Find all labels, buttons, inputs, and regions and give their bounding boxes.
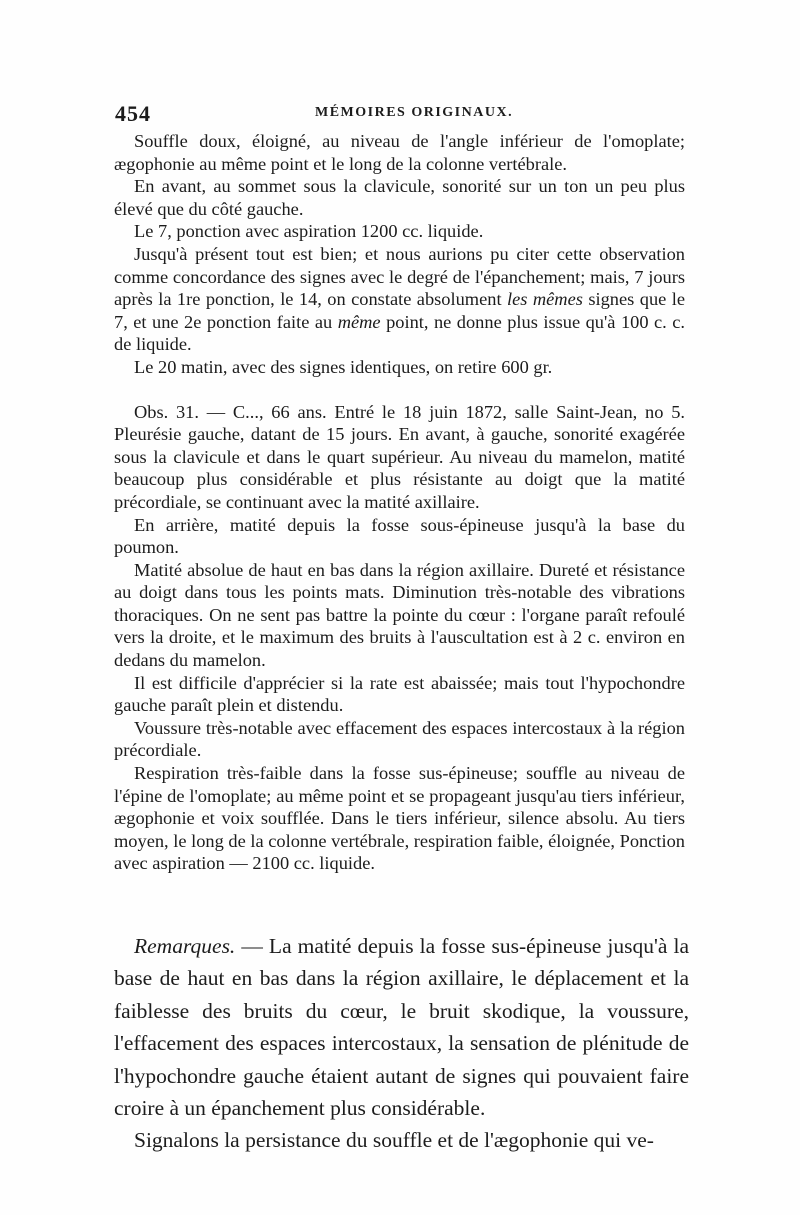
observation-heading: Obs. 31. — C..., 66 ans. Entré le 18 juin 1872, salle Saint-Jean, no 5. Pleurésie gauche, datant de 15 jours. En avant, à gauche, sonorité exagérée sous la clavicule et dans le quart supérieur. Au niveau du mamelon, matité beaucoup plus considérable et plus résistante au doigt que la matité précordiale, se continuant avec la matité axillaire. [114, 401, 685, 512]
remarks-paragraph [114, 930, 689, 1124]
emphasis: même [337, 311, 381, 332]
paragraph: Il est difficile d'apprécier si la rate est abaissée; mais tout l'hypochondre gauche paraît plein et distendu. [114, 672, 685, 716]
remarks-paragraph: Signalons la persistance du souffle et de l'ægophonie qui ve- [134, 1128, 654, 1153]
paragraph: Souffle doux, éloigné, au niveau de l'angle inférieur de l'omoplate; ægophonie au même point et le long de la colonne vertébrale. [114, 131, 685, 174]
body-text [114, 130, 685, 875]
paragraph: En avant, au sommet sous la clavicule, sonorité sur un ton un peu plus élevé que du côté gauche. [114, 176, 685, 219]
emphasis: les mêmes [507, 289, 583, 310]
remarks-lead: Remarques. [134, 934, 236, 958]
remarks-section [114, 930, 689, 1157]
paragraph: En arrière, matité depuis la fosse sous-épineuse jusqu'à la base du poumon. [114, 514, 685, 558]
paragraph: Respiration très-faible dans la fosse sus-épineuse; souffle au niveau de l'épine de l'omoplate; au même point et se propageant jusqu'au tiers inférieur, ægophonie et voix soufflée. Dans le tiers inférieur, silence absolu. Au tiers moyen, le long de la colonne vertébrale, respiration faible, éloignée, Ponction avec aspiration — 2100 cc. liquide. [114, 763, 685, 874]
paragraph: Le 7, ponction avec aspiration 1200 cc. liquide. [134, 221, 484, 242]
paragraph-text: point, ne donne plus issue qu'à 100 c. c. de liquide. [114, 311, 685, 355]
remarks-text: — La matité depuis la fosse sus-épineuse jusqu'à la base de haut en bas dans la région axillaire, le déplacement et la faiblesse des bruits du cœur, le bruit skodique, la voussure, l'effacement des espaces intercostaux, la sensation de plénitude de l'hypochondre gauche étaient autant de signes qui pouvaient faire croire à un épanchement plus considérable. [114, 934, 689, 1121]
paragraph-text: Jusqu'à présent tout est bien; et nous aurions pu citer cette observation comme concordance des signes avec le degré de l'épanchement; mais, 7 jours après la 1re ponction, le 14, on constate absolument [114, 243, 685, 310]
paragraph: Matité absolue de haut en bas dans la région axillaire. Dureté et résistance au doigt dans tous les points mats. Diminution très-notable des vibrations thoraciques. On ne sent pas battre la pointe du cœur : l'organe paraît refoulé vers la droite, et le maximum des bruits à l'auscultation est à 2 c. environ en dedans du mamelon. [114, 559, 685, 671]
paragraph: Voussure très-notable avec effacement des espaces intercostaux à la région précordiale. [114, 717, 685, 761]
paragraph: Le 20 matin, avec des signes identiques, on retire 600 gr. [134, 356, 553, 377]
running-title: MÉMOIRES ORIGINAUX. [315, 105, 514, 120]
page-number: 454 [115, 101, 151, 126]
paragraph-text: signes que le 7, et une 2e ponction faite au [114, 289, 685, 332]
page-header [115, 101, 685, 129]
paragraph [114, 243, 685, 356]
